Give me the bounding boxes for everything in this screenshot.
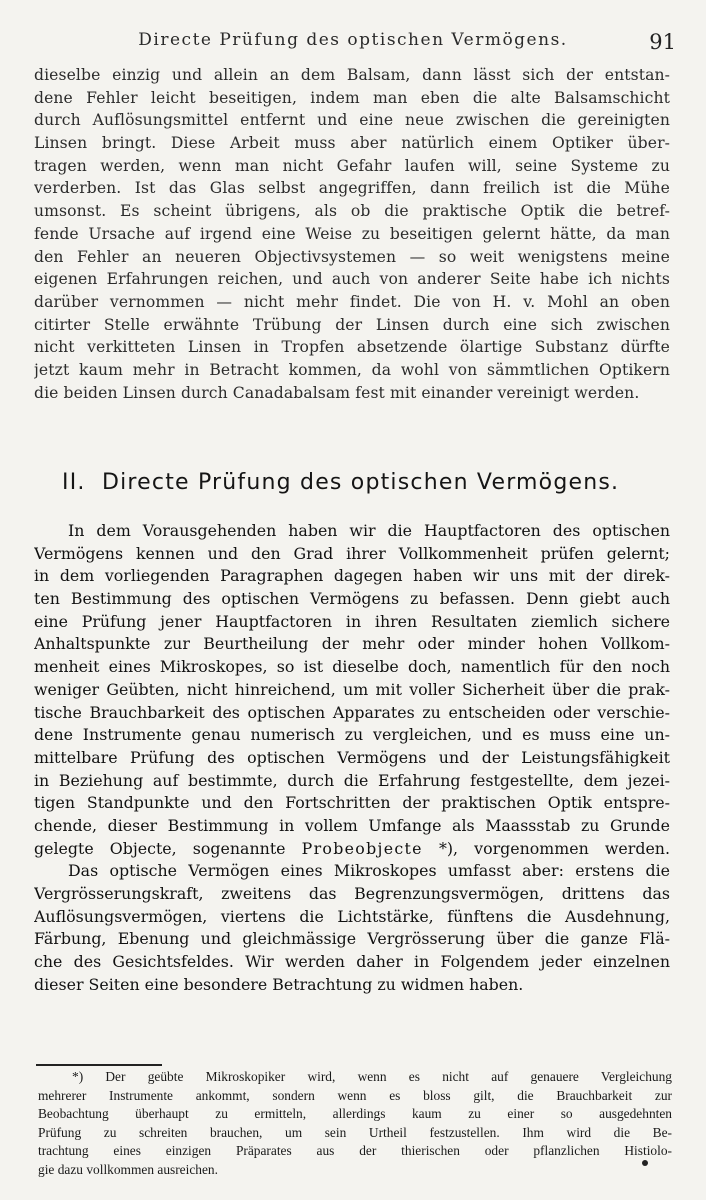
footnote bbox=[38, 1068, 672, 1180]
text-line: Linsen bringt. Diese Arbeit muss aber natürlich einem Optiker über- bbox=[34, 134, 670, 153]
page-number: 91 bbox=[649, 30, 676, 54]
text-line: fende Ursache auf irgend eine Weise zu beseitigen gelernt hätte, da man bbox=[34, 224, 670, 243]
text-line: tische Brauchbarkeit des optischen Apparates zu entscheiden oder verschie- bbox=[34, 702, 670, 722]
footnote-line: mehrerer Instrumente ankommt, sondern wenn es bloss gilt, die Brauchbarkeit zur bbox=[38, 1087, 672, 1103]
ink-speck bbox=[642, 1160, 648, 1166]
text-line: mittelbare Prüfung des optischen Vermögens und der Leistungsfähigkeit bbox=[34, 747, 670, 767]
text-line: nicht verkitteten Linsen in Tropfen absetzende ölartige Substanz dürfte bbox=[34, 338, 670, 357]
continued-paragraph bbox=[34, 64, 670, 404]
text-line: weniger Geübten, nicht hinreichend, um mit voller Sicherheit über die prak- bbox=[34, 679, 670, 699]
section-heading bbox=[62, 470, 682, 495]
footnote-line: *) Der geübte Mikroskopiker wird, wenn es nicht auf genauere Vergleichung bbox=[72, 1069, 672, 1084]
spaced-term: Probeobjecte bbox=[301, 838, 423, 858]
text-line: eine Prüfung jener Hauptfactoren in ihren Resultaten ziemlich sichere bbox=[34, 611, 670, 631]
section-title: Directe Prüfung des optischen Vermögens. bbox=[101, 470, 620, 495]
text-line: menheit eines Mikroskopes, so ist dieselbe doch, namentlich für den noch bbox=[34, 657, 670, 677]
text-line: dieselbe einzig und allein an dem Balsam, dann lässt sich der entstan- bbox=[34, 66, 670, 84]
section-number: II. bbox=[62, 470, 86, 495]
text-line: Vergrösserungskraft, zweitens das Begrenzungsvermögen, drittens das bbox=[34, 884, 670, 903]
text-line: den Fehler an neueren Objectivsystemen — so weit wenigstens meine bbox=[34, 247, 670, 266]
text-line: chende, dieser Bestimmung in vollem Umfange als Maassstab zu Grunde bbox=[34, 815, 670, 835]
page-header bbox=[0, 30, 706, 56]
text-line: Auflösungsvermögen, viertens die Lichtstärke, fünftens die Ausdehnung, bbox=[34, 906, 670, 926]
footnote-line: trachtung eines einzigen Präparates aus der thierischen oder pflanzlichen Histiolo- bbox=[38, 1143, 672, 1159]
text-line: che des Gesichtsfeldes. Wir werden daher in Folgendem jeder einzelnen bbox=[34, 952, 670, 972]
footnote-line: Beobachtung überhaupt zu ermitteln, allerdings kaum zu einer so ausgedehnten bbox=[38, 1106, 672, 1122]
text-line: verderben. Ist das Glas selbst angegriffen, dann freilich ist die Mühe bbox=[34, 179, 670, 198]
footnote-line: gie dazu vollkommen ausreichen. bbox=[38, 1161, 218, 1177]
text-line: umsonst. Es scheint übrigens, als ob die praktische Optik die betref- bbox=[34, 202, 670, 221]
text-line: Anhaltspunkte zur Beurtheilung der mehr oder minder hohen Vollkom- bbox=[34, 634, 670, 654]
text-line: durch Auflösungsmittel entfernt und eine neue zwischen die gereinigten bbox=[34, 111, 670, 130]
text-line: ten Bestimmung des optischen Vermögens zu befassen. Denn giebt auch bbox=[34, 589, 670, 609]
text-line: in Beziehung auf bestimmte, durch die Erfahrung festgestellte, dem jezei- bbox=[34, 770, 670, 790]
text-fragment: gelegte Objecte, sogenannte bbox=[34, 838, 302, 858]
text-line: in dem vorliegenden Paragraphen dagegen haben wir uns mit der direk- bbox=[34, 566, 670, 586]
footnote-line: Prüfung zu schreiten brauchen, um sein Urtheil festzustellen. Ihm wird die Be- bbox=[38, 1124, 672, 1140]
text-line: Das optische Vermögen eines Mikroskopes umfasst aber: erstens die bbox=[68, 861, 670, 881]
text-line: citirter Stelle erwähnte Trübung der Linsen durch eine sich zwischen bbox=[34, 315, 670, 334]
text-line: tigen Standpunkte und den Fortschritten der praktischen Optik entspre- bbox=[34, 793, 670, 813]
text-line: Färbung, Ebenung und gleichmässige Vergrösserung über die ganze Flä- bbox=[34, 929, 670, 949]
text-fragment: *), vorgenommen werden. bbox=[422, 838, 670, 858]
text-line: eigenen Erfahrungen reichen, und auch von anderer Seite habe ich nichts bbox=[34, 270, 670, 289]
section-body bbox=[34, 520, 670, 996]
text-line: dene Instrumente genau numerisch zu vergleichen, und es muss eine un- bbox=[34, 725, 670, 745]
text-line: jetzt kaum mehr in Betracht kommen, da wohl von sämmtlichen Optikern bbox=[34, 360, 670, 379]
footnote-divider bbox=[36, 1064, 162, 1066]
text-line: tragen werden, wenn man nicht Gefahr laufen will, seine Systeme zu bbox=[34, 156, 670, 175]
text-line: darüber vernommen — nicht mehr findet. Die von H. v. Mohl an oben bbox=[34, 292, 670, 311]
text-line: die beiden Linsen durch Canadabalsam fest mit einander vereinigt werden. bbox=[34, 383, 640, 402]
text-line bbox=[34, 838, 670, 861]
text-line: Vermögens kennen und den Grad ihrer Vollkommenheit prüfen gelernt; bbox=[34, 543, 670, 563]
text-line: In dem Vorausgehenden haben wir die Hauptfactoren des optischen bbox=[68, 521, 670, 540]
text-line: dieser Seiten eine besondere Betrachtung zu widmen haben. bbox=[34, 974, 524, 994]
text-line: dene Fehler leicht beseitigen, indem man eben die alte Balsamschicht bbox=[34, 88, 670, 107]
running-title: Directe Prüfung des optischen Vermögens. bbox=[138, 30, 568, 50]
